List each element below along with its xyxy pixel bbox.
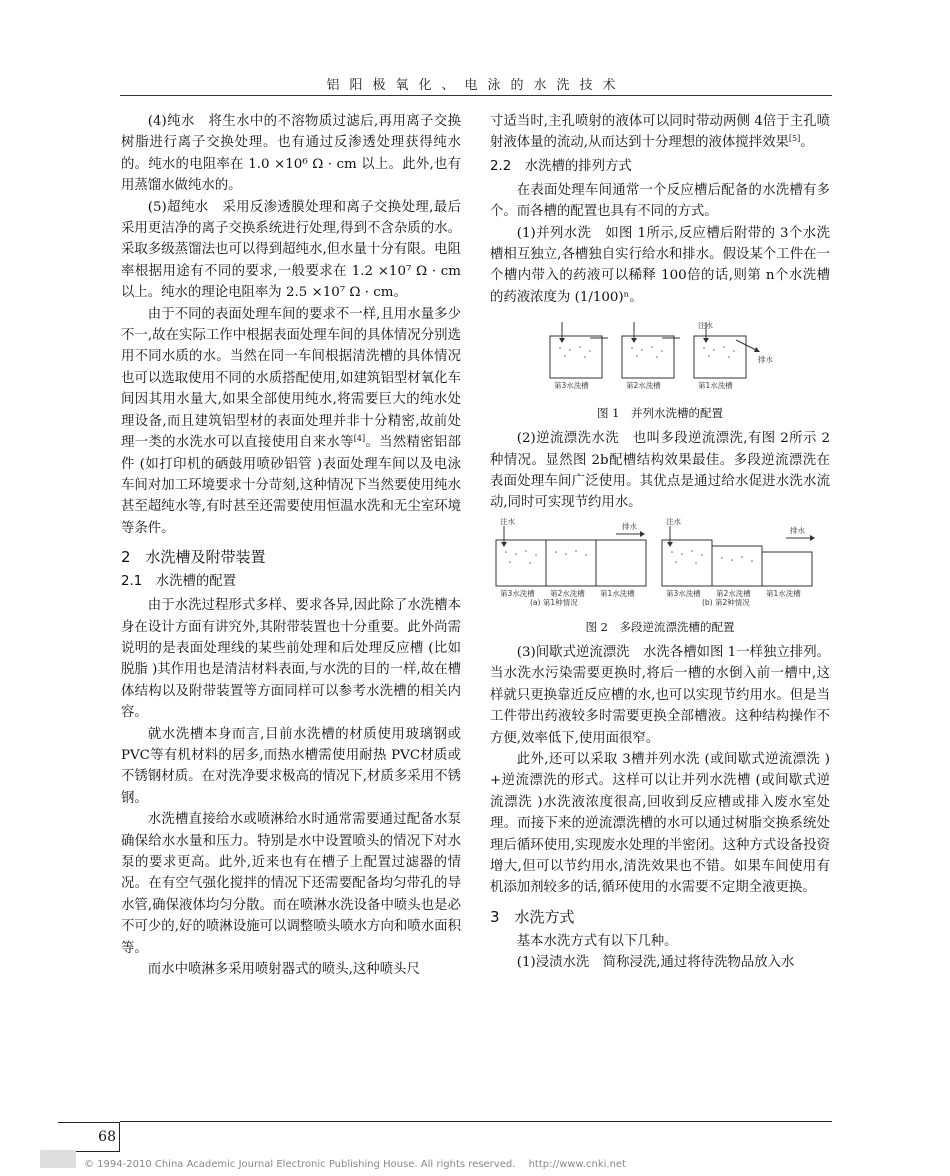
paragraph: 此外,还可以采取 3槽并列水洗 (或间歇式逆流漂洗 ) +逆流漂洗的形式。这样可以让并列水洗槽 (或间歇式逆流漂洗 )水洗液浓度很高,回收到反应槽或排入废水室处理。而接下来的逆流漂洗槽的水可以通过树脂交换系统处理后循环使用,实现废水处理的半密闭。这种方式设备投资增大,但可以节约用水,清洗效果也不错。如果车间使用有机添加剂较多的话,循环使用的水需要不定期全液更换。 — [490, 751, 830, 896]
paragraph-text: 。当然精密铝部件 (如打印机的硒鼓用喷砂铝管 )表面处理车间以及电泳车间对加工环境要求十分苛刻,这种情况下当然要使用纯水甚至超纯水等,有时甚至还需要使用恒温水洗和无尘室环境等条件。 — [121, 435, 461, 536]
subfigure-a-label: (a) 第1种情况 — [530, 597, 578, 606]
subsection-heading: 2.1 水洗槽的配置 — [121, 574, 237, 590]
tank-label: 第1水洗槽 — [698, 381, 733, 391]
tank-1 — [694, 336, 746, 378]
tank-b-1 — [762, 552, 812, 586]
section-heading: 3 水洗方式 — [490, 907, 575, 926]
paragraph: (4)纯水 将生水中的不溶物质过滤后,再用离子交换树脂进行离子交换处理。也有通过反渗透处理获得纯水的。纯水的电阻率在 1.0 ×10⁶ Ω · cm 以上。此外,也有用蒸馏水做纯水的。 — [121, 114, 461, 194]
paragraph: (1)并列水洗 如图 1所示,反应槽后附带的 3个水洗槽相互独立,各槽独自实行给水和排水。假设某个工件在一个槽内带入的药液可以稀释 100倍的话,则第 n个水洗槽的药液浓度为 (1/100)ⁿ。 — [490, 225, 830, 305]
inlet-label: 注水 — [666, 517, 681, 526]
paragraph: 就水洗槽本身而言,目前水洗槽的材质使用玻璃钢或 PVC等有机材料的居多,而热水槽需使用耐热 PVC材质或不锈钢材质。在对洗净要求极高的情况下,材质多采用不锈钢。 — [121, 726, 461, 806]
tank-label: 第1水洗槽 — [600, 588, 635, 598]
page-number: 68 — [98, 1129, 116, 1145]
paragraph: 而水中喷淋多采用喷射器式的喷头,这种喷头尺 — [147, 962, 420, 978]
tank-label: 第3水洗槽 — [554, 381, 589, 391]
tank-b-2 — [712, 546, 762, 586]
subfigure-b-label: (b) 第2种情况 — [702, 597, 750, 606]
footer-rule — [120, 1121, 832, 1122]
right-column — [490, 111, 830, 974]
tank-label: 第2水洗槽 — [626, 381, 661, 391]
paragraph: 基本水洗方式有以下几种。 — [516, 933, 678, 949]
header-rule — [120, 95, 832, 96]
tank-label: 第2水洗槽 — [716, 588, 751, 598]
outlet-label: 排水 — [758, 355, 773, 365]
figure-1-caption: 图 1 并列水洗槽的配置 — [597, 406, 723, 421]
section-heading: 2 水洗槽及附带装置 — [121, 548, 266, 567]
citation: [5] — [788, 134, 801, 144]
paragraph-text: 。 — [800, 135, 814, 151]
paragraph: (2)逆流漂洗水洗 也叫多段逆流漂洗,有图 2所示 2种情况。显然图 2b配槽结构效果最佳。多段逆流漂洗在表面处理车间广泛使用。其优点是通过给水促进水洗水流动,同时可实现节约用水。 — [490, 431, 830, 511]
inlet-label: 注水 — [500, 517, 515, 526]
citation: [4] — [353, 434, 366, 444]
paragraph: (5)超纯水 采用反渗透膜处理和离子交换处理,最后采用更洁净的离子交换系统进行处理,得到不含杂质的水。采取多级蒸馏法也可以得到超纯水,但水量十分有限。电阻率根据用途有不同的要求,一般要求在 1.2 ×10⁷ Ω · cm 以上。纯水的理论电阻率为 2.5 ×10⁷ Ω · cm。 — [121, 199, 461, 301]
left-column — [121, 111, 461, 980]
subsection-heading: 2.2 水洗槽的排列方式 — [490, 158, 632, 174]
figure-1-diagram — [490, 316, 830, 392]
paragraph-text: 寸适当时,主孔喷射的液体可以同时带动两侧 4倍于主孔喷射液体量的流动,从而达到十分理想的液体搅拌效果 — [490, 114, 830, 151]
tank-label: 第1水洗槽 — [766, 588, 801, 598]
tank-label: 第2水洗槽 — [550, 588, 585, 598]
tank-2 — [622, 336, 674, 378]
tank-b-3 — [662, 540, 712, 586]
tank-3 — [550, 336, 602, 378]
paragraph: (1)浸渍水洗 简称浸洗,通过将待洗物品放入水 — [516, 955, 795, 971]
paragraph — [490, 111, 830, 154]
outlet-label: 排水 — [622, 521, 637, 531]
figure-2 — [490, 518, 830, 636]
paragraph: 水洗槽直接给水或喷淋给水时通常需要通过配备水泵确保给水水量和压力。特别是水中设置喷头的情况下对水泵的要求更高。此外,近来也有在槽子上配置过滤器的情况。在有空气强化搅拌的情况下还需要配备均匀带孔的导水管,确保液体均匀分散。而在喷淋水洗设备中喷头也是必不可少的,好的喷淋设施可以调整喷头喷水方向和喷水面积等。 — [121, 812, 461, 956]
figure-1 — [490, 316, 830, 422]
running-head: 铝阳极氧化、电泳的水洗技术 — [326, 78, 626, 93]
paragraph: (3)间歇式逆流漂洗 水洗各槽如图 1一样独立排列。当水洗水污染需要更换时,将后一槽的水倒入前一槽中,这样就只更换靠近反应槽的水,也可以实现节约用水。但是当工件带出药液较多时需要更换全部槽液。这种结构操作不方便,效率低下,使用面很窄。 — [490, 644, 830, 746]
cnki-logo-icon — [40, 1150, 76, 1168]
figure-2-caption: 图 2 多段逆流漂洗槽的配置 — [585, 619, 735, 634]
tank-group-a — [496, 540, 646, 586]
paragraph — [121, 304, 461, 539]
paragraph: 在表面处理车间通常一个反应槽后配备的水洗槽有多个。而各槽的配置也具有不同的方式。 — [490, 182, 830, 220]
figure-2-diagram — [490, 518, 830, 606]
outlet-label: 排水 — [790, 525, 805, 535]
tank-label: 第3水洗槽 — [500, 588, 535, 598]
paragraph-text: 由于不同的表面处理车间的要求不一样,且用水量多少不一,故在实际工作中根据表面处理车间的具体情况分别选用不同水质的水。当然在同一车间根据清洗槽的具体情况也可以选取使用不同的水质搭配使用,如建筑铝型材氧化车间因其用水量大,如果全部使用纯水,将需要巨大的纯水处理设备,而且建筑铝型材的表面处理并非十分精密,故前处理一类的水洗水可以直接使用自来水等 — [121, 306, 461, 451]
paragraph: 由于水洗过程形式多样、要求各异,因此除了水洗槽本身在设计方面有讲究外,其附带装置也十分重要。此外尚需说明的是表面处理线的某些前处理和后处理反应槽 (比如脱脂 )其作用也是清洁材料表面,与水洗的目的一样,故在槽体结构以及附带装置等方面同样可以参考水洗槽的相关内容。 — [121, 598, 461, 721]
copyright-line: © 1994-2010 China Academic Journal Electronic Publishing House. All rights reserved. http://www.cnki.net — [84, 1159, 626, 1170]
inlet-label: 注水 — [698, 321, 713, 331]
tank-label: 第3水洗槽 — [666, 588, 701, 598]
